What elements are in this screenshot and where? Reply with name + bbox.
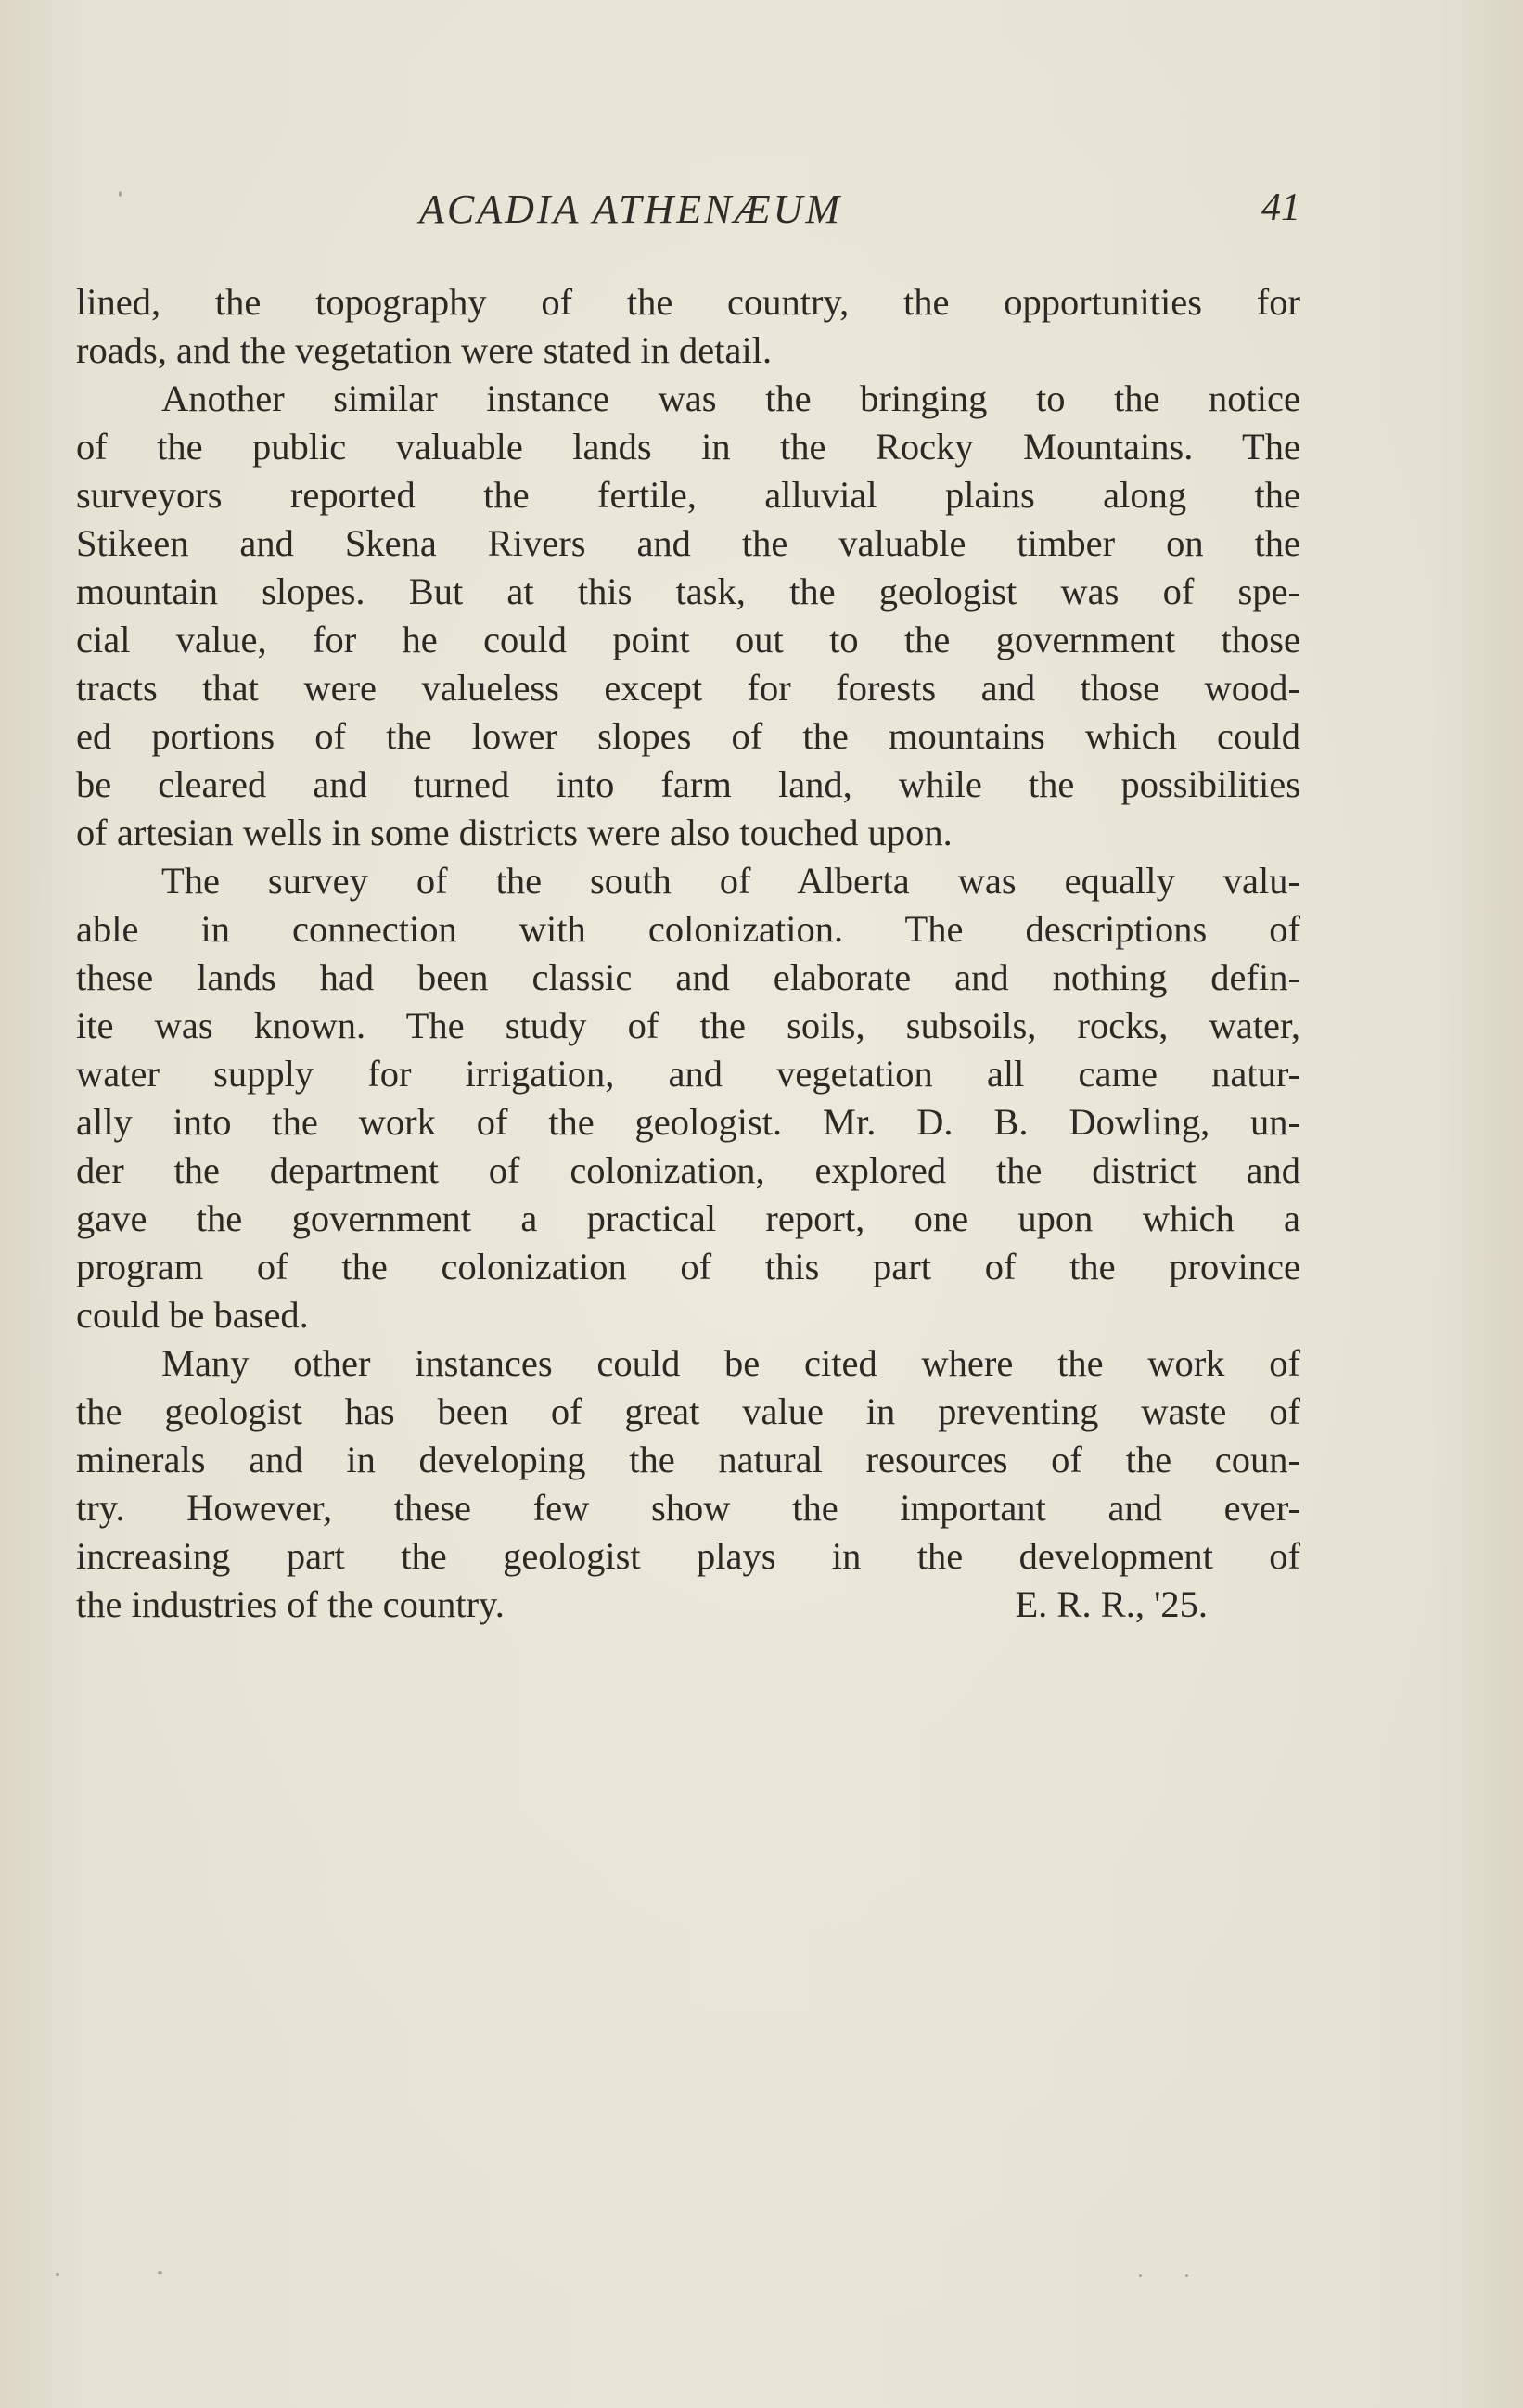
text-line: surveyors reported the fertile, alluvial plains along the: [76, 474, 1300, 516]
paragraph-1: [76, 278, 1300, 375]
text-line: of artesian wells in some districts were also touched upon.: [76, 812, 953, 853]
paper-speck: [56, 2273, 59, 2276]
text-line: the geologist has been of great value in preventing waste of: [76, 1390, 1300, 1432]
paragraph-2: [76, 375, 1300, 857]
text-line: minerals and in developing the natural resources of the coun-: [76, 1439, 1300, 1480]
author-signature: E. R. R., '25.: [1015, 1583, 1208, 1625]
text-line: try. However, these few show the important and ever-: [76, 1487, 1300, 1529]
text-line: these lands had been classic and elaborate and nothing defin-: [76, 956, 1300, 998]
text-line: mountain slopes. But at this task, the geologist was of spe-: [76, 570, 1300, 612]
text-line: der the department of colonization, explored the district and: [76, 1149, 1300, 1191]
text-line: roads, and the vegetation were stated in detail.: [76, 329, 773, 371]
paper-speck: [119, 191, 122, 197]
text-line: Many other instances could be cited where the work of: [161, 1342, 1300, 1384]
text-line: water supply for irrigation, and vegetation all came natur-: [76, 1053, 1300, 1095]
text-line: be cleared and turned into farm land, while the possibilities: [76, 763, 1300, 805]
running-title: ACADIA ATHENÆUM: [419, 186, 843, 232]
text-line: ally into the work of the geologist. Mr. D. B. Dowling, un-: [76, 1101, 1300, 1143]
text-line: gave the government a practical report, one upon which a: [76, 1198, 1300, 1239]
paragraph-4: [76, 1339, 1300, 1629]
text-line: ed portions of the lower slopes of the mountains which could: [76, 715, 1300, 757]
text-line: able in connection with colonization. The descriptions of: [76, 908, 1300, 950]
text-line: cial value, for he could point out to the government those: [76, 619, 1300, 660]
text-line: the industries of the country.: [76, 1583, 505, 1625]
page-header: [76, 186, 1300, 241]
text-line: increasing part the geologist plays in the development of: [76, 1535, 1300, 1577]
text-line: of the public valuable lands in the Rocky Mountains. The: [76, 426, 1300, 468]
text-line: ite was known. The study of the soils, subsoils, rocks, water,: [76, 1005, 1300, 1046]
text-line: The survey of the south of Alberta was equally valu-: [161, 860, 1300, 902]
paper-speck: [1139, 2274, 1142, 2277]
text-line: tracts that were valueless except for forests and those wood-: [76, 667, 1300, 709]
text-line: Another similar instance was the bringing to the notice: [161, 378, 1300, 419]
text-line: program of the colonization of this part of the province: [76, 1246, 1300, 1287]
paper-speck: [158, 2271, 162, 2274]
text-line: lined, the topography of the country, the opportunities for: [76, 281, 1300, 323]
closing-line: [76, 1581, 1300, 1629]
text-line: could be based.: [76, 1294, 309, 1336]
text-line: Stikeen and Skena Rivers and the valuable timber on the: [76, 522, 1300, 564]
page-number: 41: [1261, 186, 1300, 229]
paragraph-3: [76, 857, 1300, 1339]
article-body: [76, 278, 1300, 1629]
paper-speck: [1185, 2274, 1188, 2277]
